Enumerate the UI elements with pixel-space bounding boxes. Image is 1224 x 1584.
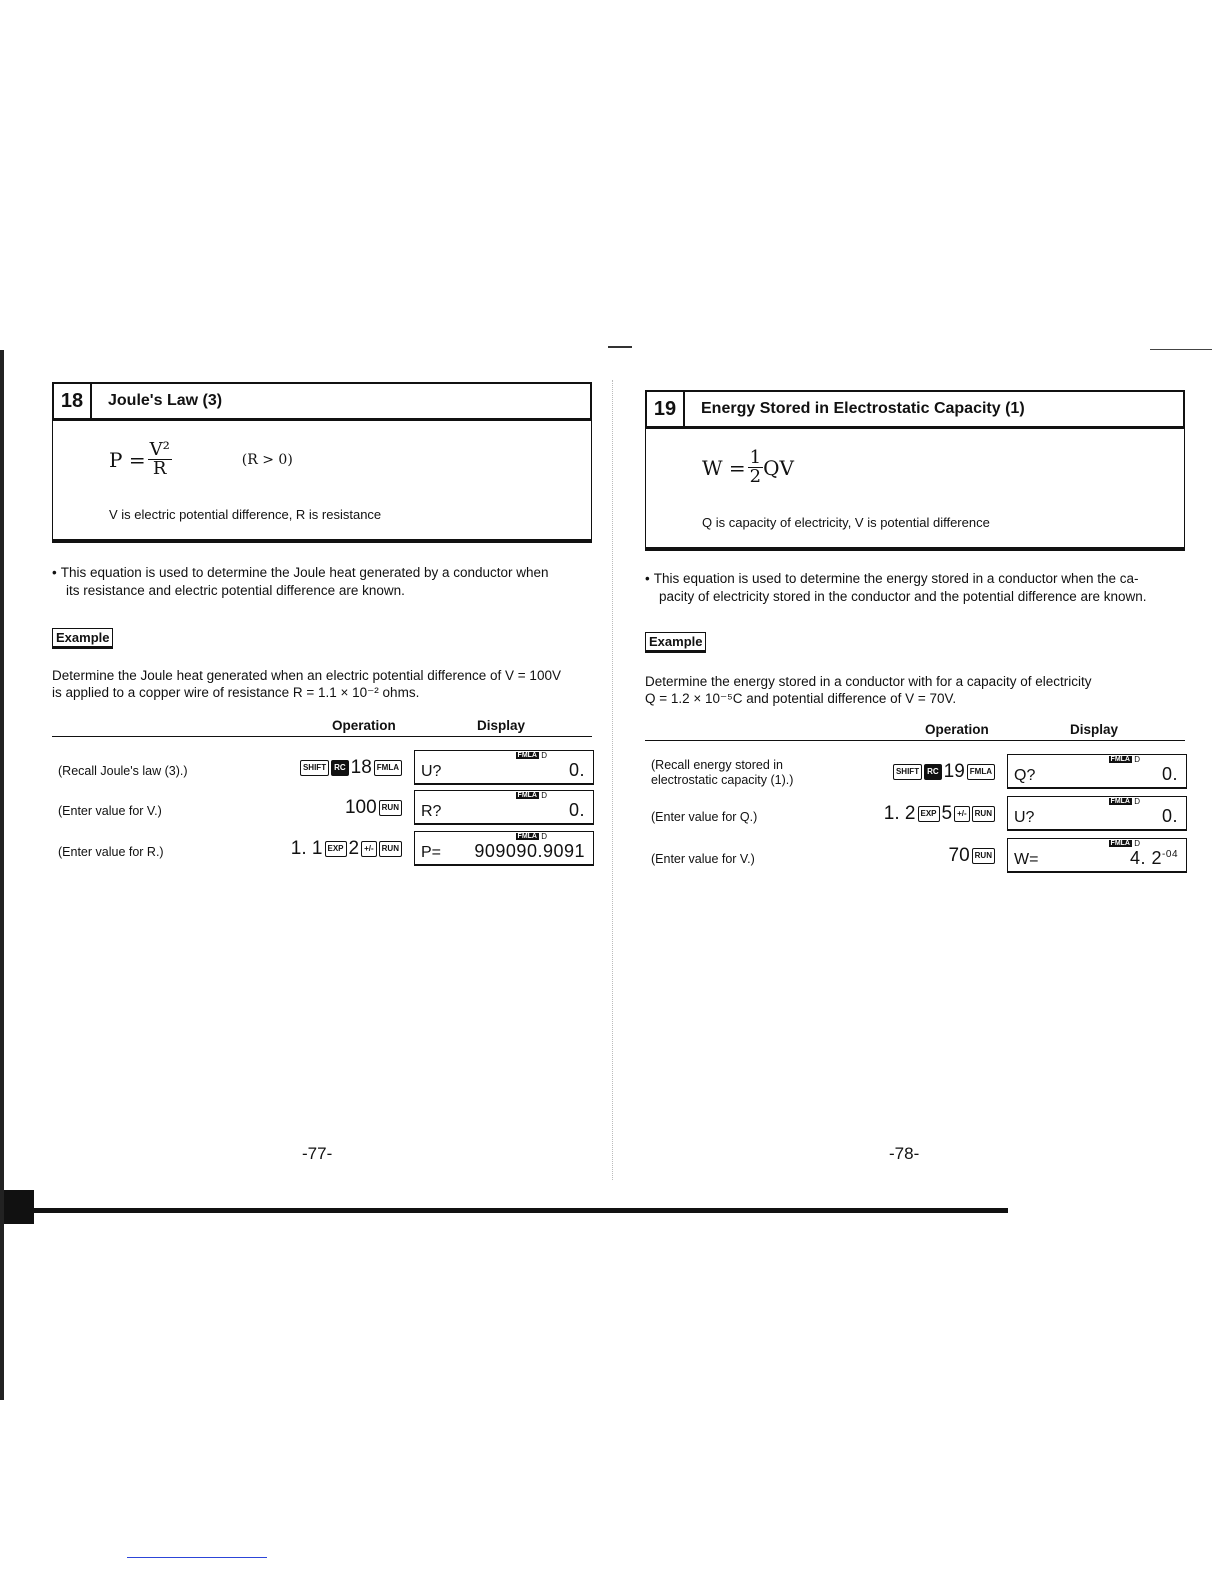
key-value: 100: [344, 797, 377, 818]
example-line: Determine the Joule heat generated when an electric potential difference of V = 100V: [52, 668, 561, 683]
key-value: 2: [348, 838, 360, 859]
fmla-indicator: FMLA: [517, 792, 537, 799]
fmla-indicator: FMLA: [517, 833, 537, 840]
display-value: 0.: [1161, 764, 1178, 784]
display-prompt: U?: [1014, 809, 1035, 826]
example-line: Determine the energy stored in a conductor with for a capacity of electricity: [645, 674, 1092, 689]
scan-edge: [0, 350, 4, 1400]
example-text: [52, 667, 592, 701]
operation-row: [52, 790, 592, 826]
calculator-display: [414, 790, 594, 825]
page-number: -78-: [889, 1144, 920, 1163]
formula: [109, 441, 293, 478]
d-indicator: D: [541, 832, 547, 841]
formula-description: Q is capacity of electricity, V is potential difference: [702, 515, 990, 530]
mode-key: RC: [331, 760, 349, 776]
page-78: [645, 382, 1185, 1163]
step-label: (Enter value for Q.): [651, 810, 758, 824]
exp-key: EXP: [918, 806, 940, 822]
key-sequence: [345, 797, 402, 819]
step-label-line: electrostatic capacity (1).): [651, 773, 794, 787]
display-value: 0.: [1161, 806, 1178, 826]
formula-fraction: [148, 441, 172, 478]
display-value: 909090.9091: [474, 841, 585, 861]
description-line: pacity of electricity stored in the conductor and the potential difference are known.: [659, 589, 1147, 604]
section-header: [645, 390, 1185, 429]
calculator-display: [1007, 838, 1187, 873]
example-label: Example: [52, 628, 113, 649]
step-label: (Enter value for V.): [651, 852, 755, 866]
step-label: (Enter value for V.): [58, 804, 162, 818]
formula-denominator: R: [152, 458, 167, 479]
run-key: RUN: [379, 841, 402, 857]
bullet-icon: •: [645, 571, 650, 586]
operation-row: [645, 838, 1185, 874]
scan-edge: [4, 1190, 34, 1224]
display-value: 0.: [568, 760, 585, 780]
step-label-line: (Recall energy stored in: [651, 758, 784, 772]
formula-condition: (R > 0): [241, 451, 293, 468]
operation-header: Operation: [925, 722, 989, 737]
run-key: RUN: [972, 848, 995, 864]
key-value: 1. 2: [883, 803, 916, 824]
key-sequence: [291, 838, 402, 860]
description-line: its resistance and electric potential difference are known.: [66, 583, 405, 598]
key-value: 19: [943, 761, 965, 782]
page-77: [52, 382, 592, 1163]
display-header: Display: [1070, 722, 1119, 737]
display-prompt: W=: [1014, 851, 1039, 868]
column-header: [52, 718, 592, 737]
example-label: Example: [645, 632, 706, 653]
operation-row: [52, 750, 592, 786]
key-value: 18: [350, 757, 372, 778]
key-value: 5: [941, 803, 953, 824]
fmla-indicator: FMLA: [517, 752, 537, 759]
description-line: This equation is used to determine the Joule heat generated by a conductor when: [60, 565, 549, 580]
formula-lhs: P =: [109, 447, 146, 472]
formula-box: [52, 421, 592, 543]
formula: [702, 449, 794, 486]
exp-key: EXP: [325, 841, 347, 857]
display-value: [1130, 848, 1178, 869]
formula-lhs: W =: [702, 455, 746, 480]
example-text: [645, 673, 1185, 707]
shift-key: SHIFT: [300, 760, 329, 776]
fmla-indicator: FMLA: [1110, 840, 1130, 847]
key-value: 70: [948, 845, 970, 866]
formula-numerator: V²: [149, 439, 170, 460]
scan-edge: [1150, 349, 1212, 350]
calculator-display: [414, 831, 594, 866]
scan-mark: [127, 1557, 267, 1558]
fmla-indicator: FMLA: [1110, 756, 1130, 763]
bullet-icon: •: [52, 565, 57, 580]
description-line: This equation is used to determine the energy stored in a conductor when the ca-: [653, 571, 1139, 586]
key-sequence: [300, 757, 402, 779]
d-indicator: D: [541, 751, 547, 760]
example-line: Q = 1.2 × 10⁻⁵C and potential difference of V = 70V.: [645, 691, 957, 706]
example-line: is applied to a copper wire of resistance R = 1.1 × 10⁻² ohms.: [52, 685, 420, 700]
scan-mark: [608, 346, 632, 348]
page-number: -77-: [302, 1144, 333, 1163]
d-indicator: D: [1134, 839, 1140, 848]
display-mantissa: 4. 2: [1130, 848, 1163, 868]
operation-row: [645, 796, 1185, 832]
operation-row: [645, 754, 1185, 790]
step-label: [651, 758, 793, 788]
sign-key: +/-: [954, 806, 970, 822]
key-sequence: [884, 803, 995, 825]
formula-fraction: [748, 449, 763, 486]
operation-header: Operation: [332, 718, 396, 733]
sign-key: +/-: [361, 841, 377, 857]
display-value: 0.: [568, 800, 585, 820]
display-prompt: P=: [421, 844, 442, 861]
d-indicator: D: [541, 791, 547, 800]
description: [645, 570, 1185, 606]
step-label: (Enter value for R.): [58, 845, 164, 859]
shift-key: SHIFT: [893, 764, 922, 780]
column-header: [645, 722, 1185, 741]
section-number: 18: [54, 384, 92, 418]
d-indicator: D: [1134, 797, 1140, 806]
run-key: RUN: [972, 806, 995, 822]
display-prompt: U?: [421, 763, 442, 780]
key-sequence: [893, 761, 995, 783]
section-title: Energy Stored in Electrostatic Capacity (1): [701, 400, 1025, 417]
calculator-display: [1007, 754, 1187, 789]
formula-box: [645, 429, 1185, 551]
formula-description: V is electric potential difference, R is resistance: [109, 507, 382, 522]
formula-denominator: 2: [749, 466, 762, 487]
operation-row: [52, 831, 592, 867]
d-indicator: D: [1134, 755, 1140, 764]
formula-numerator: 1: [749, 447, 762, 468]
description: [52, 564, 592, 600]
mode-key: RC: [924, 764, 942, 780]
display-exponent: -04: [1162, 849, 1178, 860]
formula-rest: QV: [763, 455, 794, 480]
key-value: 1. 1: [290, 838, 323, 859]
fmla-key: FMLA: [374, 760, 402, 776]
scan-edge: [8, 1208, 1008, 1213]
key-sequence: [949, 845, 995, 867]
section-number: 19: [647, 392, 685, 426]
fmla-indicator: FMLA: [1110, 798, 1130, 805]
display-prompt: Q?: [1014, 767, 1036, 784]
run-key: RUN: [379, 800, 402, 816]
section-header: [52, 382, 592, 421]
fmla-key: FMLA: [967, 764, 995, 780]
page-gutter: [612, 380, 613, 1180]
display-header: Display: [477, 718, 526, 733]
display-prompt: R?: [421, 803, 442, 820]
step-label: (Recall Joule's law (3).): [58, 764, 188, 778]
calculator-display: [1007, 796, 1187, 831]
section-title: Joule's Law (3): [108, 392, 223, 409]
calculator-display: [414, 750, 594, 785]
